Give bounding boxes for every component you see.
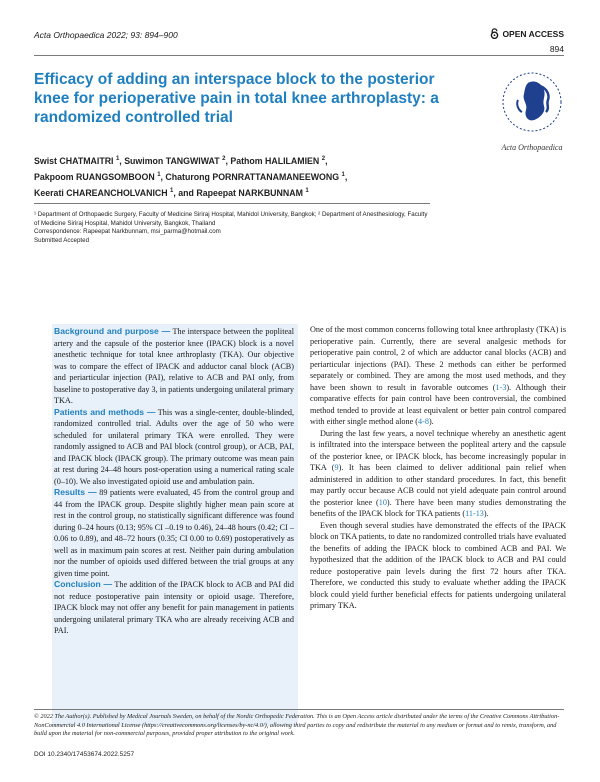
footer-divider (34, 709, 564, 710)
abstract-patients-heading: Patients and methods — (54, 406, 156, 417)
journal-citation: Acta Orthopaedica 2022; 93: 894–900 (34, 30, 178, 40)
open-access-badge (490, 28, 564, 39)
abstract (54, 326, 294, 637)
author-affiliation-marker: 1 (170, 187, 174, 194)
author-name: Rapeepat NARKBUNNAM (196, 187, 303, 198)
intro-text: ). There have been many studies demonstrating the benefits of the IPACK block for TKA patients ( (310, 497, 567, 518)
author-name: Suwimon TANGWIWAT (124, 155, 220, 166)
intro-text: ). (428, 417, 434, 426)
author-separator: , (119, 155, 125, 166)
author-affiliation-marker: 2 (222, 156, 226, 162)
abstract-background-section (54, 326, 294, 407)
author-affiliation-marker: 1 (305, 187, 309, 194)
author-name: Pathom HALILAMIEN (230, 155, 320, 166)
open-access-label: OPEN ACCESS (502, 28, 564, 39)
abstract-results-heading: Results — (54, 487, 97, 497)
author-separator: , (325, 155, 328, 166)
intro-text: ). It has been claimed to deliver additional pain relief when administered in addition to other standard procedures. In fact, this benefit may partly occur because ACB could not yield adequate pain control around the posterior knee ( (310, 463, 566, 507)
abstract-conclusion-section (54, 579, 294, 637)
author-affiliation-marker: 1 (115, 156, 120, 162)
abstract-background-heading: Background and purpose — (54, 326, 171, 336)
abstract-background-text: The interspace between the popliteal artery and the capsule of the posterior knee (IPACK) block is a novel anesthetic technique for total knee arthroplasty (TKA). Our objective was to compare the effect of IPACK and adductor canal block (ACB) and periarticular injection (PAI), relative to ACB and PAI only, from baseline to postoperative day 3, in patients undergoing unilateral primary TKA. (54, 327, 295, 405)
intro-text: One of the most common concerns following total knee arthroplasty (TKA) is perioperative pain. Currently, there are several analgesic methods for perioperative pain control, 2 of which are adductor canal blocks (ACB) and periarticular injections (PAI). These 2 methods can either be performed separately or combined. They are among the most used methods, and they have been shown to result in favorable outcomes ( (310, 325, 566, 392)
reference-link[interactable]: 1-3 (495, 382, 507, 392)
author-affiliation-marker: 1 (341, 171, 345, 178)
doi[interactable]: DOI 10.2340/17453674.2022.5257 (34, 751, 135, 758)
introduction-column (310, 324, 566, 612)
journal-logo (500, 70, 564, 152)
reference-link[interactable]: 11-13 (465, 509, 484, 518)
intro-paragraph-2 (310, 428, 566, 520)
abstract-conclusion-text: The addition of the IPACK block to ACB and PAI did not reduce postoperative pain intensity or opioid usage. Therefore, IPACK block may not offer any benefit for pain management in patients undergoing unilateral primary TKA who are already receiving ACB and PAI. (54, 580, 294, 635)
abstract-conclusion-heading: Conclusion — (54, 579, 113, 589)
author-separator: , (344, 171, 348, 182)
journal-logo-map-icon (500, 70, 564, 136)
reference-link[interactable]: 4-8 (418, 417, 429, 426)
intro-text: ). Although their comparative effects for pain control have been controversial, the combined method tended to provide at least equivalent or better pain control compared with either single method alone ( (310, 382, 566, 426)
page-number: 894 (549, 44, 564, 54)
license-notice: © 2022 The Author(s). Published by Medical Journals Sweden, on behalf of the Nordic Orthopedic Federation. This is an Open Access article distributed under the terms of the Creative Commons Attribution-NonCommercial 4.0 International License (https://creativecommons.org/licenses/by-nc/4.0/), allowing third parties to copy and redistribute the material in any medium or format and to remix, transform, and build upon the material for non-commercial purposes, provided proper attribution to the original work. (34, 713, 560, 738)
author-separator: , and (173, 187, 197, 198)
journal-logo-text: Acta Orthopaedica (501, 143, 563, 152)
author-name: Pakpoom RUANGSOMBOON (34, 171, 155, 182)
abstract-results-text: 89 patients were evaluated, 45 from the control group and 44 from the IPACK group. Despite slightly higher mean pain score at rest in the control group, no statistically significant difference was found during 0–24 hours (0.13; 95% CI –0.19 to 0.46), 24–48 hours (0.42; CI –0.06 to 0.89), and 48–72 hours (0.35; CI 0.00 to 0.69) postoperatively as well as in maximum pain scores at rest. Neither pain during ambulation nor the number of opioids used differed between the trial groups at any given time point. (54, 488, 295, 578)
intro-paragraph-1 (310, 324, 566, 428)
intro-text: ). (483, 509, 489, 518)
author-separator: , (160, 171, 166, 182)
intro-paragraph-3: Even though several studies have demonstrated the effects of the IPACK block on TKA patients, to date no randomized controlled trials have evaluated the benefits of adding the IPACK block to combined ACB and PAI. We hypothesized that the addition of the IPACK block to ACB and PAI could reduce postoperative pain levels during the first 72 hours after TKA. Therefore, we conducted this study to evaluate whether adding the IPACK block could yield further beneficial effects for patients undergoing unilateral primary TKA. (310, 520, 566, 610)
author-list (34, 152, 504, 200)
abstract-patients-section (54, 407, 294, 488)
reference-link[interactable]: 9 (334, 463, 339, 472)
author-affiliation-marker: 2 (321, 156, 326, 162)
author-affiliation-marker: 1 (157, 171, 161, 178)
header-divider (34, 55, 564, 56)
author-name: Swist CHATMAITRI (34, 155, 114, 166)
affiliation-text: ¹ Department of Orthopaedic Surgery, Faculty of Medicine Siriraj Hospital, Mahidol University, Bangkok; ² Department of Anesthesiology, Faculty of Medicine Siriraj Hospital, Mahidol University, Bangkok, Thailand (34, 211, 428, 227)
intro-text: During the last few years, a novel technique whereby an anesthetic agent is infiltrated into the interspace between the popliteal artery and the capsule of the posterior knee, or IPACK block, has become increasingly popular in TKA ( (310, 428, 566, 472)
submission-status: Submitted Accepted (34, 236, 90, 244)
author-separator: , (225, 155, 231, 166)
affiliation-divider (34, 203, 430, 204)
open-access-lock-icon (490, 28, 499, 39)
abstract-patients-text: This was a single-center, double-blinded, randomized controlled trial. Adults over the age of 50 who were scheduled for unilateral primary TKA were enrolled. They were randomly assigned to ACB and PAI block (control group), or ACB, PAI, and IPACK block (IPACK group). The primary outcome was mean pain at rest during 24–48 hours post-operation using a numerical rating scale (0–10). We also investigated opioid use and ambulation pain. (54, 407, 294, 486)
correspondence: Correspondence: Rapeepat Narkbunnam, msi_parma@hotmail.com (34, 228, 221, 236)
article-title: Efficacy of adding an interspace block to the posterior knee for perioperative pain in total knee arthroplasty: a randomized controlled trial (34, 71, 439, 126)
author-name: Chaturong PORNRATTANAMANEEWONG (165, 171, 340, 182)
author-name: Keerati CHAREANCHOLVANICH (34, 187, 168, 198)
reference-link[interactable]: 10 (378, 497, 387, 507)
abstract-results-section (54, 487, 294, 579)
affiliations (34, 211, 429, 245)
